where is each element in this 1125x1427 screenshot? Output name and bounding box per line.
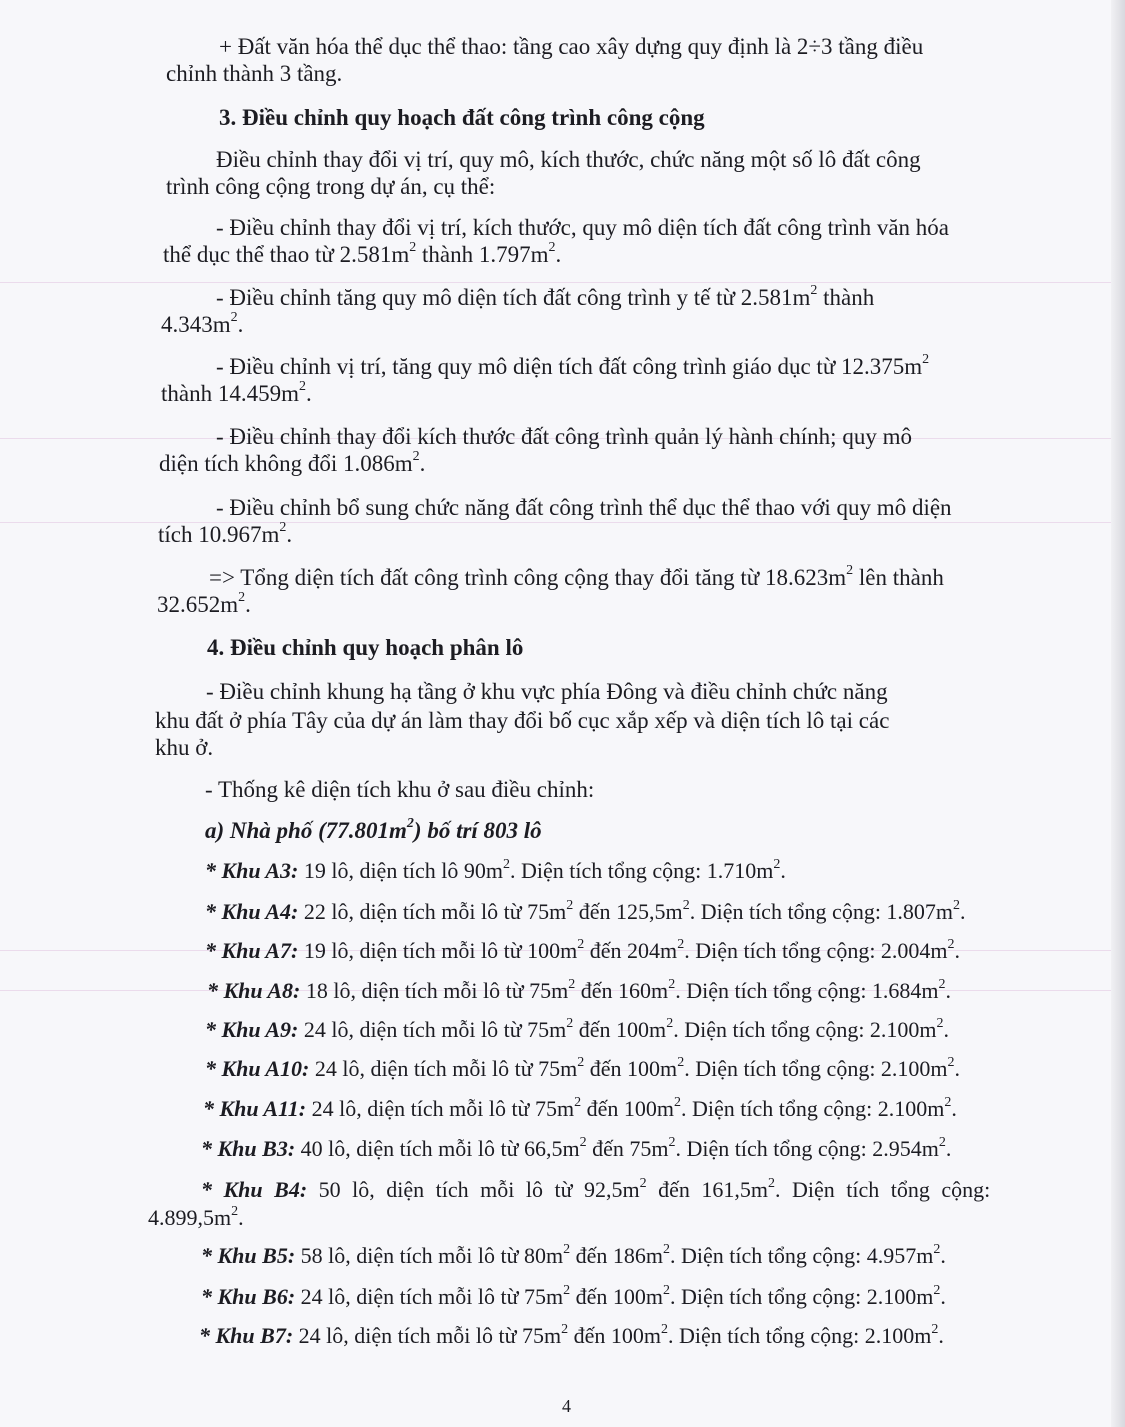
paragraph-line: - Điều chỉnh vị trí, tăng quy mô diện tích đất công trình giáo dục từ $12.375m^2$ [216,352,930,379]
khu-item: * Khu B7: 24 lô, diện tích mỗi lô từ $75m^2$ đến $100m^2$. Diện tích tổng cộng: $2.100m^2$. [199,1321,944,1348]
page-number: 4 [562,1396,571,1416]
paragraph-line: thành $14.459m^2$. [161,379,312,406]
paragraph-line: $4.343m^2$. [161,310,244,337]
paragraph-line: + Đất văn hóa thể dục thể thao: tầng cao xây dựng quy định là 2÷3 tầng điều [219,34,924,59]
paragraph-line: - Điều chỉnh bổ sung chức năng đất công trình thể dục thể thao với quy mô diện [216,495,952,520]
khu-item: * Khu B4: 50 lô, diện tích mỗi lô từ $92,5m^2$ đến $161,5m^2$. Diện tích tổng cộng: [201,1175,991,1202]
paragraph-line: => Tổng diện tích đất công trình công cộng thay đổi tăng từ $18.623m^2$ lên thành [209,563,944,590]
paragraph-line: thể dục thể thao từ $2.581m^2$ thành $1.797m^2$. [163,240,562,267]
khu-item: * Khu A8: 18 lô, diện tích mỗi lô từ $75m^2$ đến $160m^2$. Diện tích tổng cộng: $1.684m^2$. [207,976,952,1003]
section-heading-3: 3. Điều chỉnh quy hoạch đất công trình công cộng [219,105,705,130]
scan-edge [1111,0,1125,1427]
section-heading-4: 4. Điều chỉnh quy hoạch phân lô [207,635,524,660]
paragraph-line: - Điều chỉnh thay đổi kích thước đất công trình quản lý hành chính; quy mô [216,424,912,449]
paragraph-line: trình công cộng trong dự án, cụ thể: [166,174,496,199]
paragraph-line: chỉnh thành 3 tầng. [166,61,343,86]
paragraph-line: tích $10.967m^2$. [158,520,293,547]
paragraph-line: - Điều chỉnh tăng quy mô diện tích đất công trình y tế từ $2.581m^2$ thành [216,283,875,310]
khu-item: * Khu A7: 19 lô, diện tích mỗi lô từ $100m^2$ đến $204m^2$. Diện tích tổng cộng: $2.004m^2$. [205,936,961,963]
paragraph-line: khu đất ở phía Tây của dự án làm thay đổi bố cục xắp xếp và diện tích lô tại các [155,708,890,733]
paragraph-line: khu ở. [155,735,214,760]
khu-item: * Khu B5: 58 lô, diện tích mỗi lô từ $80m^2$ đến $186m^2$. Diện tích tổng cộng: $4.957m^2$. [201,1241,946,1268]
khu-item: * Khu A11: 24 lô, diện tích mỗi lô từ $75m^2$ đến $100m^2$. Diện tích tổng cộng: $2.100m^2$. [203,1094,957,1121]
khu-item: * Khu A4: 22 lô, diện tích mỗi lô từ $75m^2$ đến $125,5m^2$. Diện tích tổng cộng: $1.807m^2$. [205,897,966,924]
khu-item: * Khu A3: 19 lô, diện tích lô $90m^2$. Diện tích tổng cộng: $1.710m^2$. [205,856,786,883]
khu-item: * Khu A10: 24 lô, diện tích mỗi lô từ $75m^2$ đến $100m^2$. Diện tích tổng cộng: $2.100m^2$. [205,1054,961,1081]
khu-item-continued: $4.899,5m^2$. [148,1203,244,1230]
paragraph-line: - Thống kê diện tích khu ở sau điều chỉnh: [205,777,595,802]
khu-item: * Khu B6: 24 lô, diện tích mỗi lô từ $75m^2$ đến $100m^2$. Diện tích tổng cộng: $2.100m^2$. [201,1282,946,1309]
khu-item: * Khu A9: 24 lô, diện tích mỗi lô từ $75m^2$ đến $100m^2$. Diện tích tổng cộng: $2.100m^2$. [205,1015,950,1042]
paragraph-line: - Điều chỉnh khung hạ tầng ở khu vực phía Đông và điều chỉnh chức năng [206,679,888,704]
paragraph-line: - Điều chỉnh thay đổi vị trí, kích thước, quy mô diện tích đất công trình văn hóa [216,215,950,240]
paragraph-line: Điều chỉnh thay đổi vị trí, quy mô, kích thước, chức năng một số lô đất công [216,147,921,172]
khu-item: * Khu B3: 40 lô, diện tích mỗi lô từ $66,5m^2$ đến $75m^2$. Diện tích tổng cộng: $2.954m^2$. [201,1134,952,1161]
paragraph-line: $32.652m^2$. [157,590,251,617]
subheading-nha-pho: a) Nhà phố $(77.801m^2)$ bố trí 803 lô [205,816,542,843]
paragraph-line: diện tích không đổi $1.086m^2$. [159,449,426,476]
